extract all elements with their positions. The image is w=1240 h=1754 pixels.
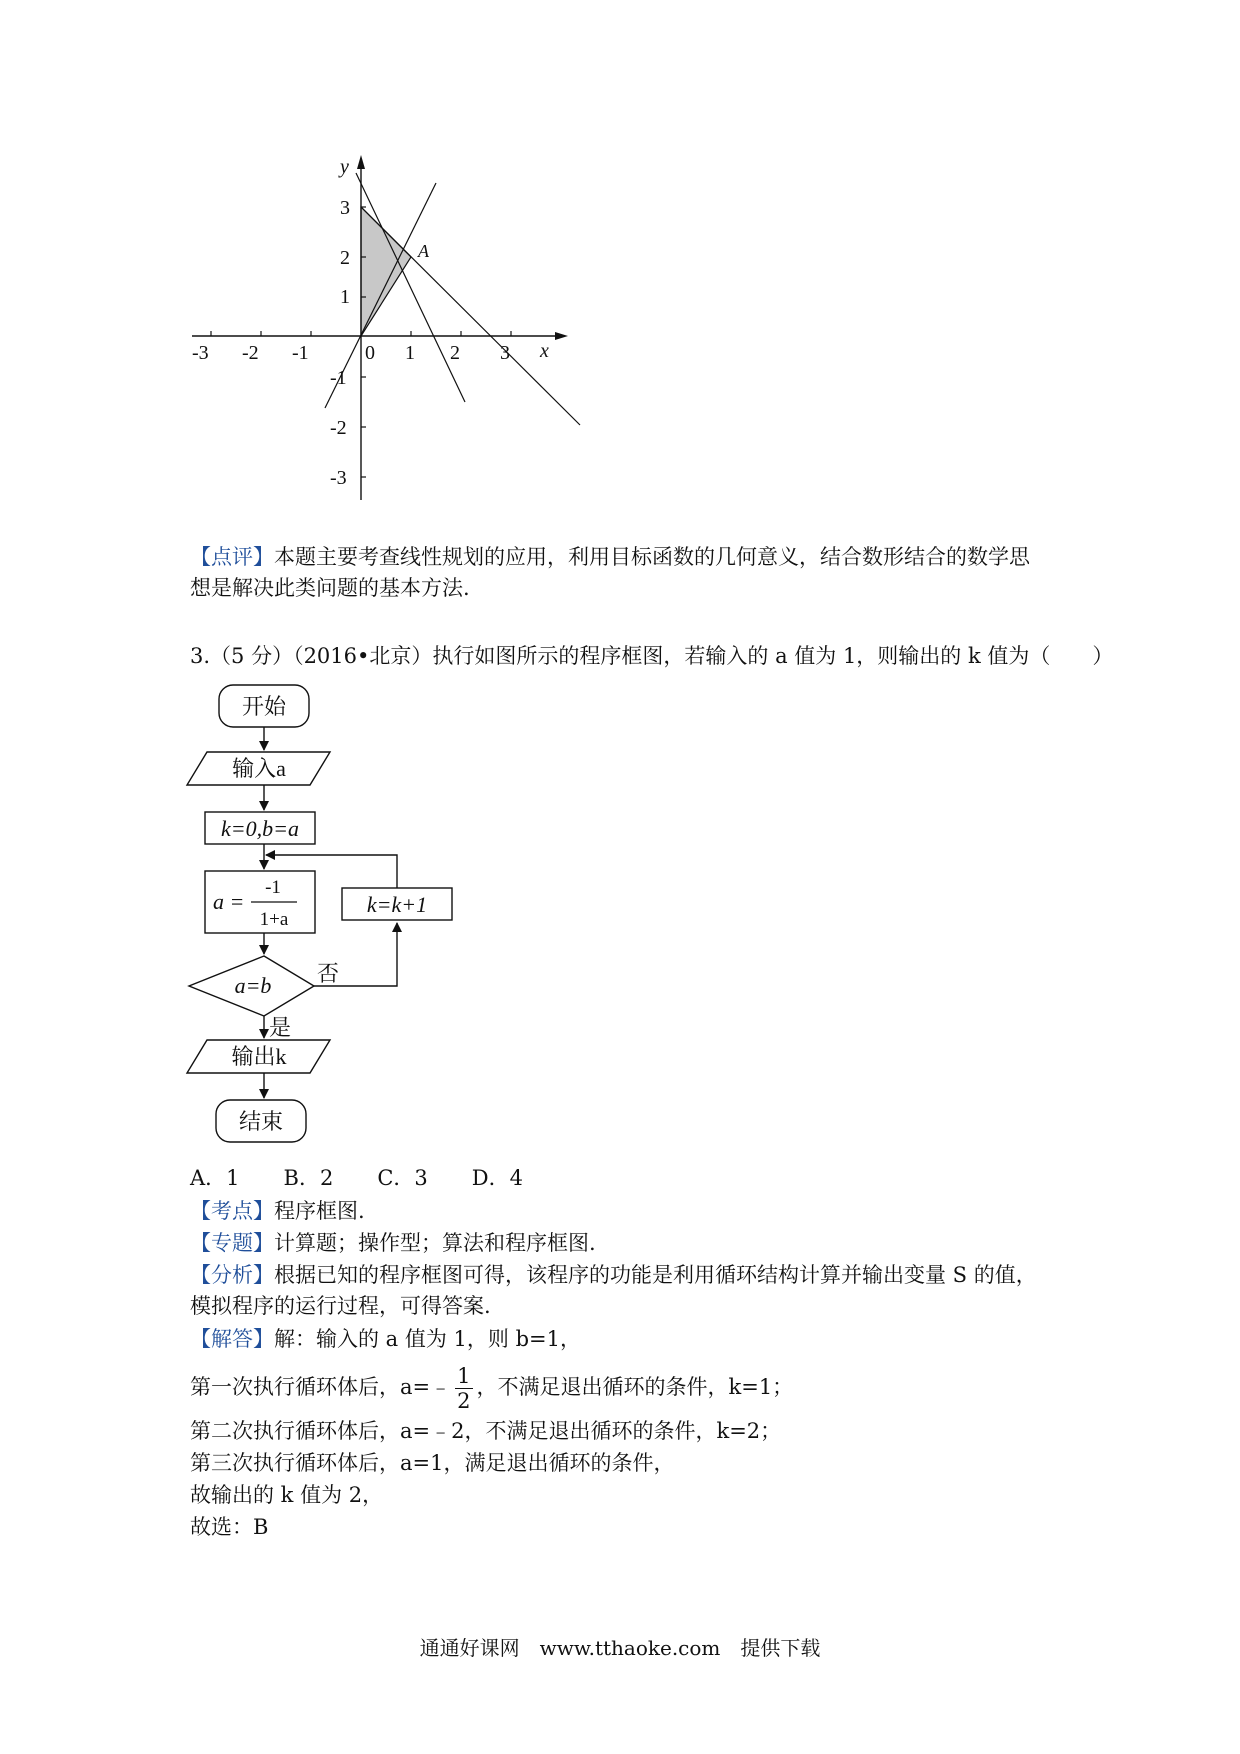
fenxi-paragraph	[190, 1260, 1037, 1322]
y-tick-label: 2	[340, 247, 350, 269]
y-axis-arrow-icon	[357, 155, 365, 169]
conclusion-line: 故输出的 k 值为 2，	[190, 1483, 384, 1507]
choice-a: A．1	[190, 1166, 240, 1190]
step1-line	[190, 1362, 793, 1413]
x-tick-label: 0	[365, 342, 375, 364]
condition-label: a=b	[234, 973, 272, 998]
fenxi-text-line1: 根据已知的程序框图可得，该程序的功能是利用循环结构计算并输出变量 S 的值，	[274, 1263, 1037, 1287]
y-tick-label: -1	[330, 367, 347, 389]
review-text-line2: 想是解决此类问题的基本方法.	[190, 576, 470, 600]
answer-line: 故选：B	[190, 1515, 269, 1539]
yes-label: 是	[269, 1015, 292, 1040]
step1-denominator: 2	[457, 1389, 471, 1413]
choice-d: D．4	[471, 1166, 523, 1190]
end-label: 结束	[238, 1109, 284, 1134]
no-label: 否	[317, 961, 340, 986]
point-a-label: A	[418, 241, 429, 261]
x-tick-label: 2	[450, 342, 460, 364]
review-text-line1: 本题主要考查线性规划的应用，利用目标函数的几何意义，结合数形结合的数学思	[274, 545, 1030, 569]
step1-suffix: ，不满足退出循环的条件，k=1；	[476, 1375, 794, 1399]
input-label: 输入a	[232, 756, 286, 781]
kaodian-line	[190, 1196, 365, 1227]
step1-numerator: 1	[457, 1364, 471, 1388]
assign-numerator: -1	[265, 877, 281, 898]
output-label: 输出k	[231, 1044, 287, 1069]
step2-line: 第二次执行循环体后，a=﹣2，不满足退出循环的条件，k=2；	[190, 1419, 782, 1443]
kaodian-text: 程序框图.	[274, 1199, 365, 1223]
jieda-line	[190, 1324, 581, 1355]
zhuanti-line	[190, 1228, 596, 1259]
jieda-text: 解：输入的 a 值为 1，则 b=1，	[274, 1327, 581, 1351]
assign-lhs: a =	[213, 889, 245, 914]
x-tick-label: -1	[292, 342, 309, 364]
feasible-region-graph	[180, 155, 600, 535]
x-tick-label: -2	[242, 342, 259, 364]
x-tick-label: -3	[192, 342, 209, 364]
x-axis-label: x	[540, 340, 549, 362]
y-tick-label: -2	[330, 417, 347, 439]
increment-label: k=k+1	[366, 892, 428, 917]
zhuanti-tag: 【专题】	[190, 1231, 274, 1255]
answer-choices	[190, 1163, 567, 1194]
x-tick-label: 1	[405, 342, 415, 364]
question-3: 3.（5 分）（2016•北京）执行如图所示的程序框图，若输入的 a 值为 1，则输出的 k 值为（ ）	[190, 644, 1114, 668]
step3-line: 第三次执行循环体后，a=1，满足退出循环的条件，	[190, 1451, 675, 1475]
choice-b: B．2	[283, 1166, 334, 1190]
x-axis-arrow-icon	[555, 332, 568, 340]
review-paragraph	[190, 542, 1030, 604]
x-tick-label: 3	[500, 342, 510, 364]
y-axis-label: y	[340, 156, 349, 178]
y-tick-label: 1	[340, 286, 350, 308]
choice-c: C．3	[377, 1166, 428, 1190]
y-tick-label: -3	[330, 467, 347, 489]
step1-fraction	[455, 1364, 472, 1413]
kaodian-tag: 【考点】	[190, 1199, 274, 1223]
jieda-tag: 【解答】	[190, 1327, 274, 1351]
init-label: k=0,b=a	[221, 816, 299, 841]
step1-prefix: 第一次执行循环体后，a=﹣	[190, 1375, 452, 1399]
fenxi-tag: 【分析】	[190, 1263, 274, 1287]
program-flowchart	[185, 683, 475, 1158]
fenxi-text-line2: 模拟程序的运行过程，可得答案.	[190, 1294, 491, 1318]
zhuanti-text: 计算题；操作型；算法和程序框图.	[274, 1231, 596, 1255]
page-footer: 通通好课网 www.tthaoke.com 提供下载	[419, 1636, 821, 1660]
start-label: 开始	[241, 694, 287, 719]
assign-denominator: 1+a	[259, 909, 289, 930]
line-x-plus-y-3	[361, 207, 580, 425]
review-tag: 【点评】	[190, 545, 274, 569]
y-tick-label: 3	[340, 197, 350, 219]
